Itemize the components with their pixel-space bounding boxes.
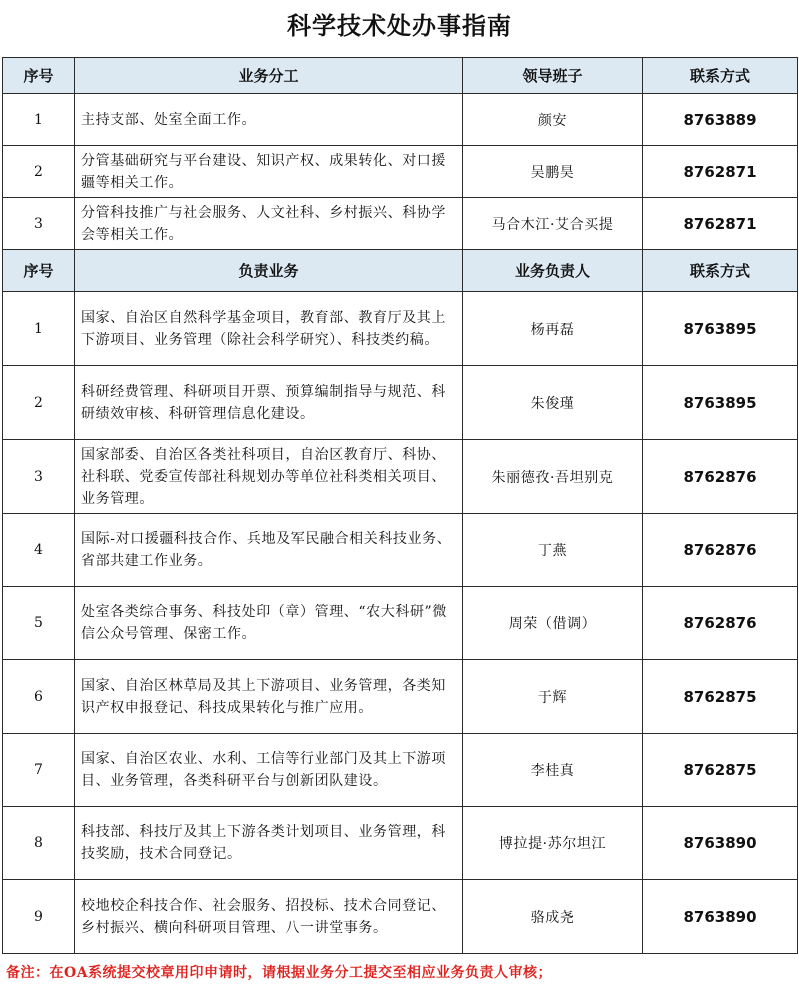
table-row <box>3 587 798 660</box>
row-no: 3 <box>3 440 75 514</box>
table-row <box>3 880 798 954</box>
row-phone: 8762876 <box>643 440 798 514</box>
row-name: 马合木江·艾合买提 <box>463 198 643 250</box>
row-phone: 8763890 <box>643 807 798 880</box>
row-name: 李桂真 <box>463 734 643 807</box>
table-row <box>3 807 798 880</box>
header-duty: 负责业务 <box>75 250 463 292</box>
table-row <box>3 292 798 366</box>
office-guide-table <box>2 57 798 954</box>
row-no: 6 <box>3 660 75 734</box>
row-duty: 科研经费管理、科研项目开票、预算编制指导与规范、科研绩效审核、科研管理信息化建设。 <box>75 366 463 440</box>
row-no: 8 <box>3 807 75 880</box>
leadership-header-row <box>3 58 798 94</box>
footnote: 备注：在OA系统提交校章用印申请时，请根据业务分工提交至相应业务负责人审核； <box>6 965 553 981</box>
row-name: 朱丽德孜·吾坦别克 <box>463 440 643 514</box>
row-phone: 8762876 <box>643 514 798 587</box>
table-row <box>3 514 798 587</box>
row-duty: 国家部委、自治区各类社科项目，自治区教育厅、科协、社科联、党委宣传部社科规划办等单位社科类相关项目、业务管理。 <box>75 440 463 514</box>
header-contact: 联系方式 <box>643 58 798 94</box>
row-no: 3 <box>3 198 75 250</box>
row-name: 杨再磊 <box>463 292 643 366</box>
row-phone: 8763895 <box>643 366 798 440</box>
table-row <box>3 440 798 514</box>
row-phone: 8762871 <box>643 146 798 198</box>
row-duty: 主持支部、处室全面工作。 <box>75 94 463 146</box>
row-no: 4 <box>3 514 75 587</box>
row-phone: 8762876 <box>643 587 798 660</box>
row-name: 周荣（借调） <box>463 587 643 660</box>
row-no: 5 <box>3 587 75 660</box>
row-phone: 8762871 <box>643 198 798 250</box>
row-duty: 校地校企科技合作、社会服务、招投标、技术合同登记、乡村振兴、横向科研项目管理、八一讲堂事务。 <box>75 880 463 954</box>
row-phone: 8763889 <box>643 94 798 146</box>
row-duty: 分管科技推广与社会服务、人文社科、乡村振兴、科协学会等相关工作。 <box>75 198 463 250</box>
row-no: 7 <box>3 734 75 807</box>
row-no: 1 <box>3 94 75 146</box>
row-no: 2 <box>3 366 75 440</box>
row-duty: 国家、自治区林草局及其上下游项目、业务管理，各类知识产权申报登记、科技成果转化与推广应用。 <box>75 660 463 734</box>
row-phone: 8763890 <box>643 880 798 954</box>
row-duty: 处室各类综合事务、科技处印（章）管理、“农大科研”微信公众号管理、保密工作。 <box>75 587 463 660</box>
header-contact: 联系方式 <box>643 250 798 292</box>
header-no: 序号 <box>3 58 75 94</box>
row-name: 于辉 <box>463 660 643 734</box>
table-row <box>3 366 798 440</box>
header-leader: 业务负责人 <box>463 250 643 292</box>
table-row <box>3 94 798 146</box>
table-row <box>3 734 798 807</box>
row-no: 9 <box>3 880 75 954</box>
row-name: 朱俊瑾 <box>463 366 643 440</box>
row-duty: 国家、自治区农业、水利、工信等行业部门及其上下游项目、业务管理，各类科研平台与创新团队建设。 <box>75 734 463 807</box>
table-row <box>3 198 798 250</box>
row-duty: 国际-对口援疆科技合作、兵地及军民融合相关科技业务、省部共建工作业务。 <box>75 514 463 587</box>
row-name: 博拉提·苏尔坦江 <box>463 807 643 880</box>
row-name: 颜安 <box>463 94 643 146</box>
header-duty: 业务分工 <box>75 58 463 94</box>
row-duty: 分管基础研究与平台建设、知识产权、成果转化、对口援疆等相关工作。 <box>75 146 463 198</box>
row-no: 1 <box>3 292 75 366</box>
row-phone: 8763895 <box>643 292 798 366</box>
row-phone: 8762875 <box>643 734 798 807</box>
row-no: 2 <box>3 146 75 198</box>
table-row <box>3 146 798 198</box>
row-phone: 8762875 <box>643 660 798 734</box>
table-row <box>3 660 798 734</box>
row-name: 吴鹏昊 <box>463 146 643 198</box>
header-leader: 领导班子 <box>463 58 643 94</box>
row-name: 骆成尧 <box>463 880 643 954</box>
row-duty: 国家、自治区自然科学基金项目，教育部、教育厅及其上下游项目、业务管理（除社会科学研究）、科技类约稿。 <box>75 292 463 366</box>
row-duty: 科技部、科技厅及其上下游各类计划项目、业务管理，科技奖励，技术合同登记。 <box>75 807 463 880</box>
row-name: 丁燕 <box>463 514 643 587</box>
business-header-row <box>3 250 798 292</box>
header-no: 序号 <box>3 250 75 292</box>
page-title: 科学技术处办事指南 <box>287 12 512 40</box>
